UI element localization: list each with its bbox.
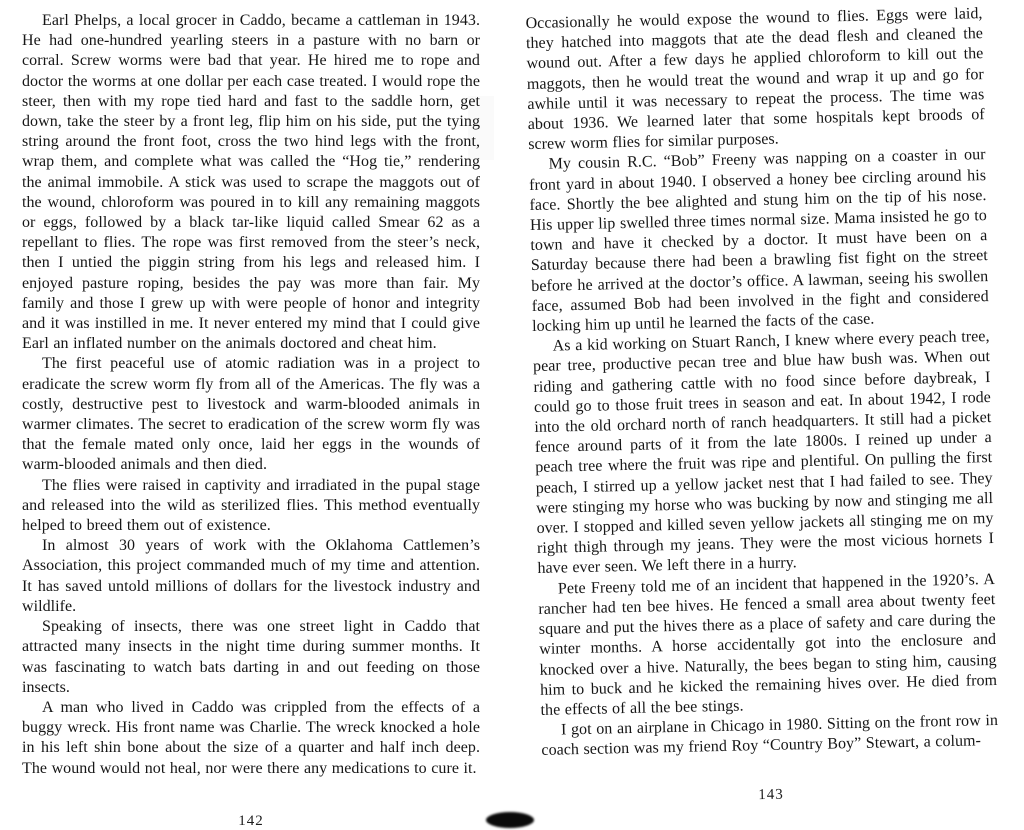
paragraph: In almost 30 years of work with the Oklahoma Cattlemen’s Association, this project commanded much of my time and attention. It has saved untold millions of dollars for the livestock industry and wildlife. bbox=[22, 537, 480, 615]
page-left-text-block bbox=[22, 11, 480, 779]
paragraph: The first peaceful use of atomic radiation was in a project to eradicate the screw worm fly from all of the Americas. The fly was a costly, destructive pest to livestock and warm-blooded animals in warmer climates. The secret to eradication of the screw worm fly was that the female mated only once, laid her eggs in the wounds of warm-blooded animals and then died. bbox=[22, 355, 480, 474]
page-left bbox=[22, 11, 480, 830]
page-number-right: 143 bbox=[758, 786, 784, 803]
paragraph: Speaking of insects, there was one street light in Caddo that attracted many insects in the night time during summer months. It was fascinating to watch bats darting in and out feeding on those insects. bbox=[22, 618, 480, 696]
page-number-left: 142 bbox=[238, 812, 264, 829]
paragraph: Occasionally he would expose the wound to flies. Eggs were laid, they hatched into maggots that ate the dead flesh and cleaned the wound out. After a few days he applied chloroform to kill out the maggots, then he would treat the wound and wrap it up and go for awhile until it was necessary to repeat the process. The time was about 1936. We learned later that some hospitals kept broods of screw worm flies for similar purposes. bbox=[525, 5, 985, 154]
page-right bbox=[525, 4, 999, 808]
paragraph: Pete Freeny told me of an incident that happened in the 1920’s. A rancher had ten bee hives. He fenced a small area about twenty feet square and put the hives there as a place of safety and care during the winter months. A horse accidentally got into the enclosure and knocked over a hive. Naturally, the bees began to sting him, causing him to buck and he kicked the remaining hives over. He died from the effects of all the bee stings. bbox=[538, 570, 998, 719]
paragraph: I got on an airplane in Chicago in 1980. Sitting on the front row in coach section was my friend Roy “Country Boy” Stewart, a colum- bbox=[541, 712, 999, 760]
paragraph: A man who lived in Caddo was crippled from the effects of a buggy wreck. His front name was Charlie. The wreck knocked a hole in his left shin bone about the size of a quarter and half inch deep. The wound would not heal, nor were there any medications to cure it. bbox=[22, 698, 480, 777]
paragraph: The flies were raised in captivity and irradiated in the pupal stage and released into the wild as sterilized flies. This method eventually helped to breed them out of existence. bbox=[22, 476, 480, 535]
paragraph: Earl Phelps, a local grocer in Caddo, became a cattleman in 1943. He had one-hundred yearling steers in a pasture with no barn or corral. Screw worms were bad that year. He hired me to rope and doctor the worms at one dollar per each case treated. I would rope the steer, then with my rope tied hard and fast to the saddle horn, get down, take the steer by a front leg, flip him on his side, put the tying string around the front foot, cross the two hind legs with the front, wrap them, and complete what was called the “Hog tie,” rendering the animal immobile. A stick was used to scrape the maggots out of the wound, chloroform was poured in to kill any remaining maggots or eggs, followed by a black tar-like liquid called Smear 62 as a repellant to flies. The rope was first removed from the steer’s neck, then I untied the piggin string from his legs and released him. I enjoyed pasture roping, besides the pay was more than fair. My family and those I grew up with were people of honor and integrity and it was instilled in me. It never entered my mind that I could give Earl an inflated number on the animals doctored and cheat him. bbox=[22, 12, 480, 353]
paragraph: My cousin R.C. “Bob” Freeny was napping on a coaster in our front yard in about 1940. I observed a honey bee circling around his face. Shortly the bee alighted and stung him on the tip of his nose. His upper lip swelled three times normal size. Mama insisted he go to town and have it checked by a doctor. It must have been on a Saturday because there had been a brawling fist fight on the street before he arrived at the doctor’s office. A lawman, seeing his swollen face, assumed Bob had been involved in the fight and considered locking him up until he learned the facts of the case. bbox=[528, 146, 989, 336]
page-right-text-block bbox=[525, 4, 998, 761]
paragraph: As a kid working on Stuart Ranch, I knew where every peach tree, pear tree, productive pecan tree and blue haw bush was. When out riding and gathering cattle with no food since before daybreak, I could go to those fruit trees in season and eat. In about 1942, I rode into the old orchard north of ranch headquarters. It still had a picket fence around parts of it from the late 1800s. I reined up under a peach tree where the fruit was ripe and plentiful. On pulling the first peach, I stirred up a yellow jacket nest that I had failed to see. They were stinging my horse who was bucking by now and stinging me all over. I stopped and killed seven yellow jackets all stinging me on my right thigh through my jeans. They were the most vicious hornets I have ever seen. We left there in a hurry. bbox=[532, 328, 995, 578]
binding-mark bbox=[486, 812, 534, 828]
